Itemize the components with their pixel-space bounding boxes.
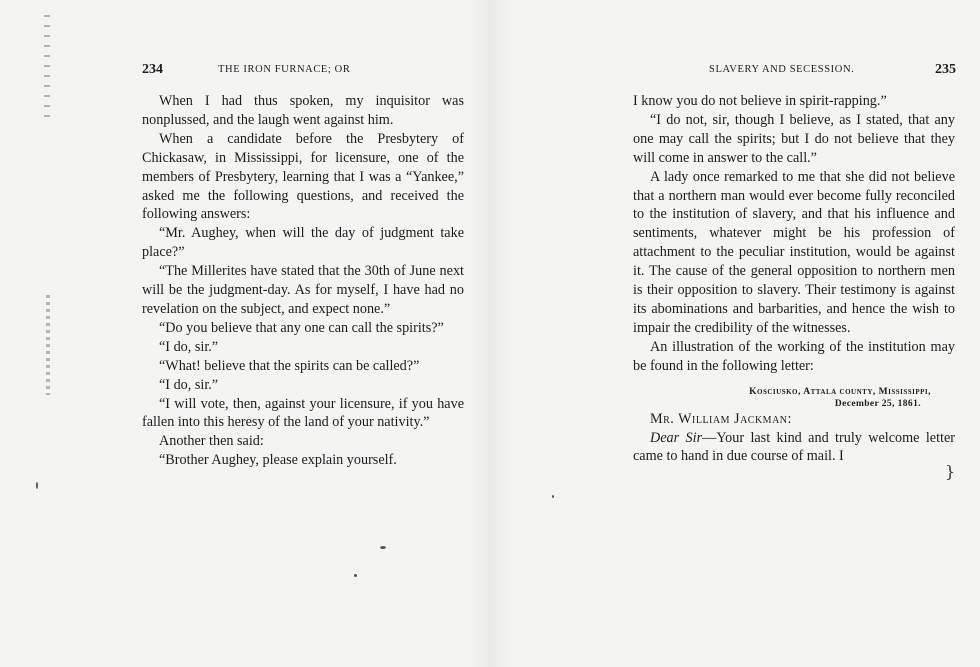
brace-mark: }: [945, 462, 956, 481]
paragraph: “I will vote, then, against your licensure, if you have fallen into this heresy of the land of your nativity.”: [142, 395, 464, 431]
paragraph: “Do you believe that any one can call the spirits?”: [159, 319, 444, 336]
paragraph: “Mr. Aughey, when will the day of judgment take place?”: [142, 225, 464, 261]
ink-speck: [380, 546, 386, 549]
ink-speck: [552, 495, 554, 498]
paragraph: When a candidate before the Presbytery of Chickasaw, in Mississippi, for licensure, one of the members of Presbytery, learning that I was a “Yankee,” asked me the following questions, and received the following answers:: [142, 130, 464, 223]
page-number: 235: [935, 62, 956, 77]
running-head: SLAVERY AND SECESSION.: [709, 64, 855, 75]
paragraph: “I do not, sir, though I believe, as I stated, that any one may call the spirits; but I do not believe that they will come in answer to the call.”: [633, 111, 955, 166]
page-number: 234: [142, 62, 163, 77]
ink-speck: [354, 574, 357, 577]
paragraph: “What! believe that the spirits can be called?”: [159, 357, 420, 374]
paragraph: “Brother Aughey, please explain yourself.: [159, 452, 397, 469]
paragraph: “The Millerites have stated that the 30th of June next will be the judgment-day. As for myself, I have had no revelation on the subject, and expect none.”: [142, 263, 464, 317]
letter-text: —Your last kind and truly welcome letter came to hand in due course of mail. I: [633, 429, 956, 465]
letter-greeting: Dear Sir: [650, 429, 703, 446]
paragraph: I know you do not believe in spirit-rapping.”: [633, 93, 887, 109]
left-page-body: [142, 92, 464, 470]
paragraph: “I do, sir.”: [159, 338, 219, 355]
paragraph: A lady once remarked to me that she did not believe that a northern man would ever become fully reconciled to the institution of slavery, and that his influence and sentiments, whatever might be his profession of attachment to the peculiar institution, would be against it. The cause of the general opposition to northern men is their opposition to slavery. Their testimony is against its abominations and barbarities, and hence the wish to impair the credibility of the witnesses.: [633, 168, 955, 336]
paragraph: “I do, sir.”: [159, 376, 219, 393]
left-page-header: [142, 64, 464, 82]
dateline-date: December 25, 1861.: [834, 398, 921, 409]
letter-dateline: [633, 386, 931, 410]
right-page-header: [636, 64, 956, 82]
right-page-body: [633, 92, 955, 466]
letter-salutation: Mr. William Jackman:: [650, 410, 792, 427]
paragraph: Another then said:: [159, 433, 264, 450]
paragraph: When I had thus spoken, my inquisitor was nonplussed, and the laugh went against him.: [142, 93, 464, 128]
right-page: [490, 0, 980, 667]
ink-speck: [36, 482, 38, 489]
dateline-place: Kosciusko, Attala county, Mississippi,: [749, 386, 931, 397]
letter-body: [633, 429, 955, 467]
paragraph: An illustration of the working of the institution may be found in the following letter:: [633, 338, 955, 374]
running-head: THE IRON FURNACE; OR: [218, 64, 351, 75]
